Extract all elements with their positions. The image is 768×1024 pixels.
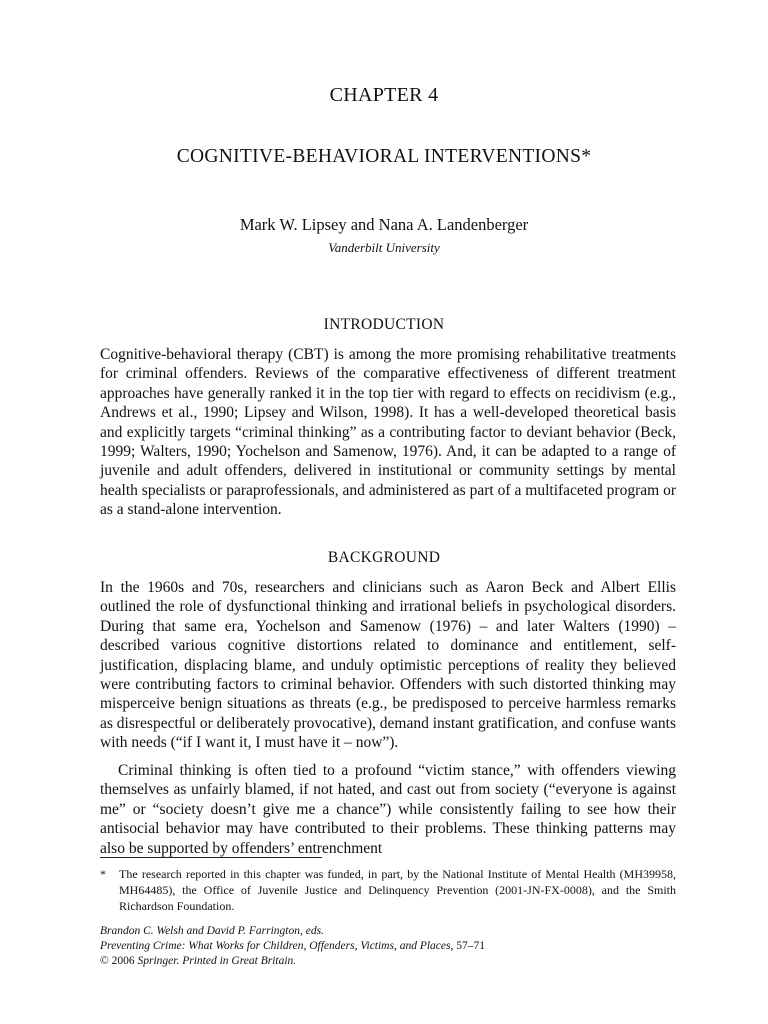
footnote-divider [100, 857, 322, 858]
authors: Mark W. Lipsey and Nana A. Landenberger [239, 215, 529, 234]
section-heading-introduction: INTRODUCTION [323, 316, 445, 333]
footnote [100, 866, 676, 914]
source-pages: 57–71 [456, 940, 485, 952]
footnote-text: The research reported in this chapter was funded, in part, by the National Institute of Mental Health (MH39958, MH64485), the Office of Juvenile Justice and Delinquency Prevention (2001-JN-FX-0008), and the Smith Richardson Foundation. [119, 867, 676, 913]
source-copyright-line [100, 954, 676, 969]
source-citation [100, 924, 676, 969]
source-book-title: Preventing Crime: What Works for Children, Offenders, Victims, and Places, [100, 940, 454, 952]
source-copyright: © 2006 [100, 955, 135, 967]
source-publisher: Springer. Printed in Great Britain. [137, 955, 297, 967]
chapter-title: COGNITIVE-BEHAVIORAL INTERVENTIONS* [176, 146, 592, 167]
source-editors: Brandon C. Welsh and David P. Farrington, eds. [100, 925, 324, 937]
affiliation: Vanderbilt University [328, 240, 440, 255]
section-heading-background: BACKGROUND [327, 549, 441, 566]
background-paragraph-1: In the 1960s and 70s, researchers and clinicians such as Aaron Beck and Albert Ellis outlined the role of dysfunctional thinking and irrational beliefs in psychological disorders. During that same era, Yochelson and Samenow (1976) – and later Walters (1990) – described various cognitive distortions related to dominance and entitlement, self-justification, displacing blame, and unduly optimistic perceptions of reality they believed were contributing factors to criminal behavior. Offenders with such distorted thinking may misperceive benign situations as threats (e.g., be predisposed to perceive harmless remarks as disrespectful or deliberately provocative), demand instant gratification, and confuse wants with needs (“if I want it, I must have it – now”). [100, 579, 676, 752]
introduction-paragraph: Cognitive-behavioral therapy (CBT) is among the more promising rehabilitative treatments for criminal offenders. Reviews of the comparative effectiveness of different treatment approaches have generally ranked it in the top tier with regard to effects on recidivism (e.g., Andrews et al., 1990; Lipsey and Wilson, 1998). It has a well-developed theoretical basis and explicitly targets “criminal thinking” as a contributing factor to deviant behavior (Beck, 1999; Walters, 1990; Yochelson and Samenow, 1976). And, it can be adapted to a range of juvenile and adult offenders, delivered in institutional or community settings by mental health specialists or paraprofessionals, and administered as part of a multifaceted program or as a stand-alone intervention. [100, 346, 676, 519]
footnote-marker: * [100, 867, 106, 881]
chapter-number: CHAPTER 4 [329, 84, 439, 106]
background-paragraph-2: Criminal thinking is often tied to a profound “victim stance,” with offenders viewing themselves as unfairly blamed, if not hated, and cast out from society (“everyone is against me” or “society doesn’t give me a chance”) while consistently failing to see how their antisocial behavior may have contributed to their problems. These thinking patterns may also be supported by offenders’ entrenchment [100, 762, 676, 857]
source-book-line [100, 939, 676, 954]
